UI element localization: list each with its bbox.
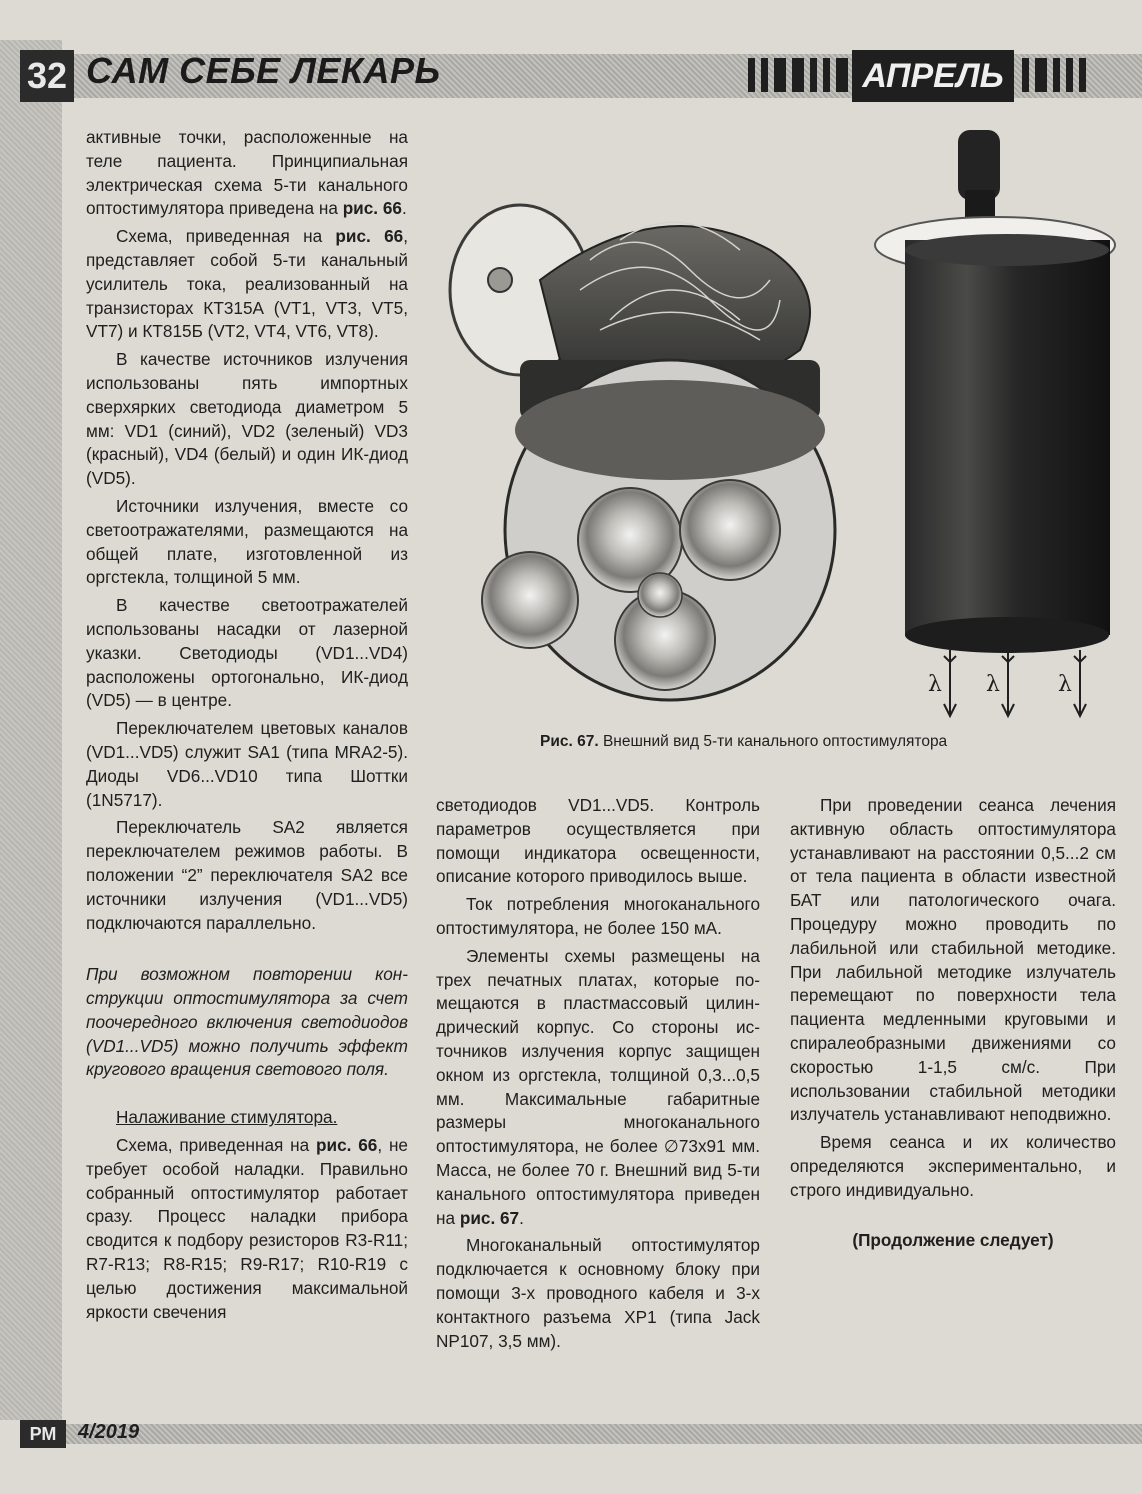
left-margin-strip — [0, 40, 62, 1420]
text-column-2 — [436, 794, 760, 1357]
lambda-arrow — [1058, 650, 1098, 720]
section-title: САМ СЕБЕ ЛЕКАРЬ — [86, 50, 441, 91]
paragraph: Элементы схемы размещены на трех печатных платах, которые помещаются в пластмассовый цилиндрический корпус. Со стороны источников излучения корпус защищен окном из оргстекла, толщиной 0,3...0,5 мм. Максимальные габаритные размеры многоканального оптостимулятора, не более ∅73х91 мм. Масса, не более 70 г. Внешний вид 5-ти канального оптостимулятора приведен на рис. 67. — [436, 945, 760, 1228]
figure-reference: рис. 66 — [316, 1135, 378, 1156]
paragraph: Переключатель SA2 является переключателем режимов работы. В положении “2” переключателя SA2 все источники излучения (VD1...VD5) подключаются параллельно. — [86, 817, 408, 933]
magazine-logo: РМ — [20, 1420, 66, 1448]
figure-reference: рис. 67 — [459, 1207, 520, 1228]
paragraph: В качестве источников излучения использованы пять импортных сверхярких светодиода диаметром 5 мм: VD1 (синий), VD2 (зеленый) VD3 (красный), VD4 (белый) и один ИК-диод (VD5). — [86, 349, 408, 489]
lambda-arrow — [986, 650, 1026, 720]
text-column-3 — [790, 794, 1116, 1256]
page-number: 32 — [20, 50, 74, 102]
subheading: Налаживание стимулятора. — [116, 1107, 338, 1128]
figure-reference: рис. 66 — [335, 226, 404, 247]
text-column-1 — [86, 126, 408, 1328]
italic-note: При возможном повторении конструкции оптостимулятора за счет поочередного включения светодиодов (VD1...VD5) можно получить эффект кругового вращения светового поля. — [86, 964, 408, 1080]
paragraph: Схема, приведенная на рис. 66, представляет собой 5-ти канальный усилитель тока, реализованный на транзисторах КТ315А (VT1, VT3, VT5, VT7) и КТ815Б (VT2, VT4, VT6, VT8). — [86, 226, 408, 342]
paragraph: светодиодов VD1...VD5. Контроль параметров осуществляется при помощи индикатора освещенности, описание которого приводилось выше. — [436, 795, 760, 887]
continued-note: (Продолжение следует) — [852, 1229, 1054, 1250]
paragraph: Переключателем цветовых каналов (VD1...VD5) служит SA1 (типа MRA2-5). Диоды VD6...VD10 типа Шоттки (1N5717). — [86, 718, 408, 810]
paragraph: Многоканальный оптостимулятор подключается к основному блоку при помощи 3-х проводного кабеля и 3-х контактного разъема XP1 (типа Jack NP107, 3,5 мм). — [436, 1235, 760, 1351]
page-footer — [0, 1418, 1142, 1448]
paragraph: активные точки, расположенные на теле пациента. Принципиальная электрическая схема 5-ти канального оптостимулятора приведена на рис. 66. — [86, 127, 408, 219]
paragraph: Схема, приведенная на рис. 66, не требует особой наладки. Правильно собранный оптостимулятор работает сразу. Процесс наладки прибора сводится к подбору резисторов R3-R11; R7-R13; R8-R15; R9-R17; R10-R19 с целью достижения максимальной яркости свечения — [86, 1135, 408, 1322]
paragraph: Источники излучения, вместе со светоотражателями, размещаются на общей плате, изготовленной из оргстекла, толщиной 5 мм. — [86, 495, 408, 588]
header-bars-left — [748, 58, 861, 92]
footer-band — [62, 1424, 1142, 1444]
lambda-arrow — [928, 650, 968, 720]
figure-caption: Рис. 67. Внешний вид 5-ти канального оптостимулятора — [540, 733, 948, 750]
lambda-symbol: λ — [1058, 672, 1072, 697]
month-label: АПРЕЛЬ — [852, 50, 1014, 102]
lambda-symbol: λ — [928, 672, 942, 697]
paragraph: Время сеанса и их количество определяются экспериментально, и строго индивидуально. — [790, 1132, 1116, 1200]
figure-reference: рис. 66 — [342, 198, 402, 219]
issue-number: 4/2019 — [78, 1421, 140, 1443]
paragraph: При проведении сеанса лечения активную область оптостимулятора устанавливают на расстоянии 0,5...2 см от тела пациента в области известной БАТ или патологического очага. Процедуру можно проводить по лабильной или стабильной методике. При лабильной методике излучатель перемещают по поверхности тела пациента медленными круговыми и спиралеобразными движениями со скоростью 1-1,5 см/с. При использовании стабильной методики излучатель устанавливают неподвижно. — [790, 795, 1116, 1125]
lambda-symbol: λ — [986, 672, 1000, 697]
paragraph: Ток потребления многоканального оптостимулятора, не более 150 мА. — [436, 894, 760, 938]
header-bars-right — [1022, 58, 1086, 92]
device-photo — [440, 130, 1120, 730]
page-header — [0, 40, 1142, 104]
paragraph: В качестве светоотражателей использованы насадки от лазерной указки. Светодиоды (VD1...VD4) расположены ортогонально, ИК-диод (VD5) — в центре. — [86, 595, 408, 711]
